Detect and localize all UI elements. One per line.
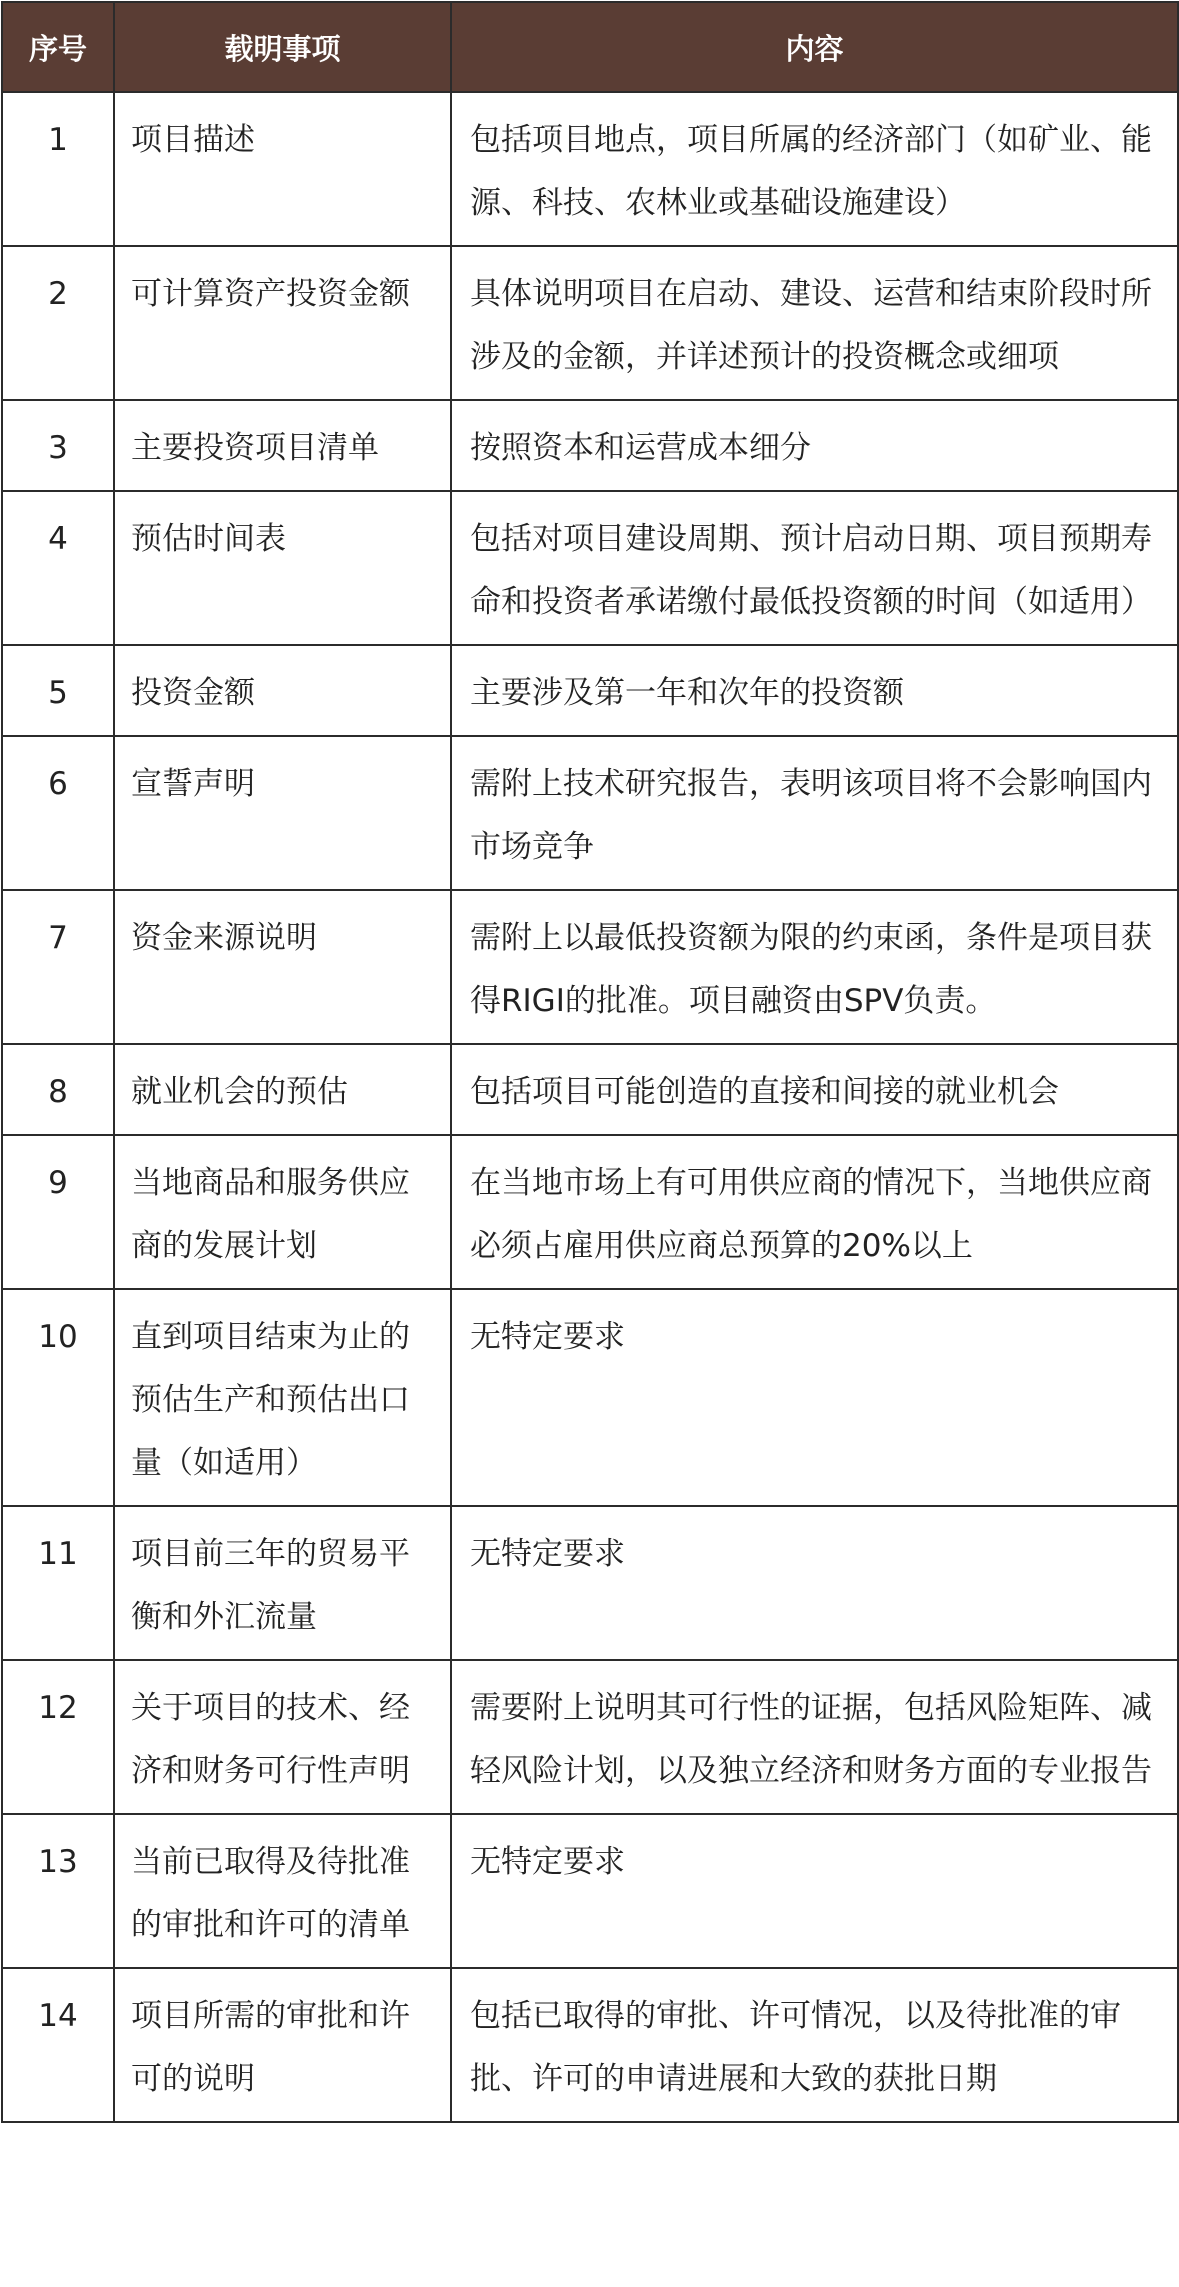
row-item: 当前已取得及待批准的审批和许可的清单 (114, 1814, 451, 1968)
row-content: 包括已取得的审批、许可情况，以及待批准的审批、许可的申请进展和大致的获批日期 (451, 1968, 1178, 2122)
table-row (2, 92, 1178, 246)
row-content: 包括项目地点，项目所属的经济部门（如矿业、能源、科技、农林业或基础设施建设） (451, 92, 1178, 246)
row-content: 包括对项目建设周期、预计启动日期、项目预期寿命和投资者承诺缴付最低投资额的时间（如适用） (451, 491, 1178, 645)
row-index: 3 (2, 400, 114, 491)
row-index: 12 (2, 1660, 114, 1814)
row-item: 投资金额 (114, 645, 451, 736)
row-content: 需要附上说明其可行性的证据，包括风险矩阵、减轻风险计划，以及独立经济和财务方面的专业报告 (451, 1660, 1178, 1814)
row-index: 5 (2, 645, 114, 736)
table-row (2, 1135, 1178, 1289)
row-content: 无特定要求 (451, 1814, 1178, 1968)
table-row (2, 1289, 1178, 1506)
table-row (2, 246, 1178, 400)
row-item: 直到项目结束为止的预估生产和预估出口量（如适用） (114, 1289, 451, 1506)
row-content: 在当地市场上有可用供应商的情况下，当地供应商必须占雇用供应商总预算的20%以上 (451, 1135, 1178, 1289)
header-index: 序号 (2, 2, 114, 92)
row-index: 6 (2, 736, 114, 890)
row-item: 项目前三年的贸易平衡和外汇流量 (114, 1506, 451, 1660)
row-item: 可计算资产投资金额 (114, 246, 451, 400)
requirements-table (1, 1, 1179, 2123)
row-index: 13 (2, 1814, 114, 1968)
row-content: 具体说明项目在启动、建设、运营和结束阶段时所涉及的金额，并详述预计的投资概念或细项 (451, 246, 1178, 400)
row-item: 宣誓声明 (114, 736, 451, 890)
row-item: 预估时间表 (114, 491, 451, 645)
row-content: 主要涉及第一年和次年的投资额 (451, 645, 1178, 736)
row-index: 7 (2, 890, 114, 1044)
table-row (2, 1506, 1178, 1660)
table-row (2, 645, 1178, 736)
header-content: 内容 (451, 2, 1178, 92)
row-item: 项目所需的审批和许可的说明 (114, 1968, 451, 2122)
header-row (2, 2, 1178, 92)
table-row (2, 890, 1178, 1044)
row-item: 关于项目的技术、经济和财务可行性声明 (114, 1660, 451, 1814)
row-content: 需附上技术研究报告，表明该项目将不会影响国内市场竞争 (451, 736, 1178, 890)
row-content: 无特定要求 (451, 1506, 1178, 1660)
row-index: 8 (2, 1044, 114, 1135)
table-row (2, 736, 1178, 890)
table-row (2, 1968, 1178, 2122)
row-index: 4 (2, 491, 114, 645)
row-index: 9 (2, 1135, 114, 1289)
header-item: 载明事项 (114, 2, 451, 92)
row-item: 主要投资项目清单 (114, 400, 451, 491)
row-item: 资金来源说明 (114, 890, 451, 1044)
table-header (2, 2, 1178, 92)
row-content: 按照资本和运营成本细分 (451, 400, 1178, 491)
table-row (2, 400, 1178, 491)
row-index: 11 (2, 1506, 114, 1660)
row-index: 1 (2, 92, 114, 246)
table-row (2, 1044, 1178, 1135)
table-row (2, 1660, 1178, 1814)
row-index: 14 (2, 1968, 114, 2122)
row-index: 10 (2, 1289, 114, 1506)
row-index: 2 (2, 246, 114, 400)
table-row (2, 491, 1178, 645)
row-content: 包括项目可能创造的直接和间接的就业机会 (451, 1044, 1178, 1135)
row-content: 无特定要求 (451, 1289, 1178, 1506)
row-item: 当地商品和服务供应商的发展计划 (114, 1135, 451, 1289)
row-item: 就业机会的预估 (114, 1044, 451, 1135)
table-body (2, 92, 1178, 2122)
table-row (2, 1814, 1178, 1968)
row-item: 项目描述 (114, 92, 451, 246)
row-content: 需附上以最低投资额为限的约束函，条件是项目获得RIGI的批准。项目融资由SPV负责。 (451, 890, 1178, 1044)
